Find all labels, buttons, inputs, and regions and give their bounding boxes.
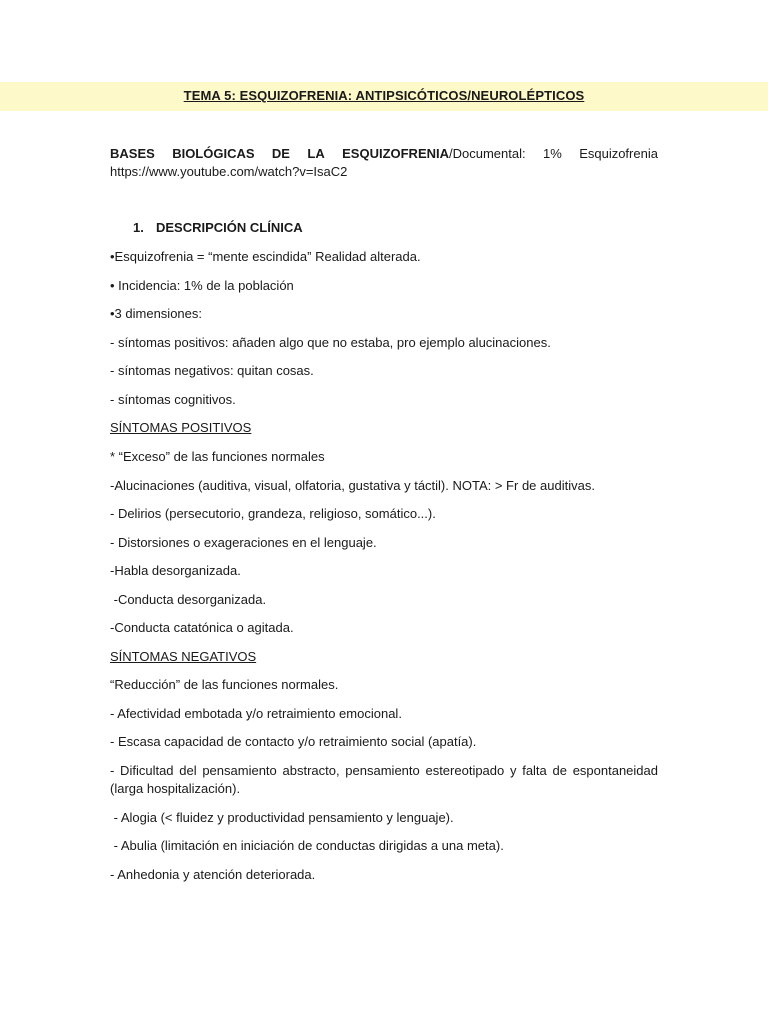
dimension-item: - síntomas negativos: quitan cosas. <box>110 363 314 378</box>
intro-paragraph <box>110 145 658 181</box>
list-item: - Abulia (limitación en iniciación de conductas dirigidas a una meta). <box>110 838 504 853</box>
intro-word: DE <box>271 146 290 161</box>
list-item: -Alucinaciones (auditiva, visual, olfatoria, gustativa y táctil). NOTA: > Fr de auditivas. <box>110 478 595 493</box>
intro-word: Esquizofrenia <box>579 146 658 161</box>
list-item: - Escasa capacidad de contacto y/o retraimiento social (apatía). <box>110 734 477 749</box>
intro-word: LA <box>307 146 325 161</box>
dimension-item: - síntomas positivos: añaden algo que no estaba, pro ejemplo alucinaciones. <box>110 335 551 350</box>
intro-word: /Documental: <box>449 146 526 161</box>
list-item: -Conducta desorganizada. <box>110 592 267 607</box>
list-item: - Distorsiones o exageraciones en el lenguaje. <box>110 535 377 550</box>
list-item: “Reducción” de las funciones normales. <box>110 677 339 692</box>
bullet-item: •3 dimensiones: <box>110 306 202 321</box>
subsection-heading-negative: SÍNTOMAS NEGATIVOS <box>110 649 257 664</box>
list-item-multiline: - Dificultad del pensamiento abstracto, pensamiento estereotipado y falta de espontaneidad (larga hospitalización). <box>110 763 658 796</box>
section-number: 1. <box>133 220 144 235</box>
list-item: -Habla desorganizada. <box>110 563 241 578</box>
list-item: - Afectividad embotada y/o retraimiento emocional. <box>110 706 402 721</box>
list-item: * “Exceso” de las funciones normales <box>110 449 325 464</box>
intro-word: ESQUIZOFRENIA <box>342 146 450 161</box>
intro-word-group <box>342 145 526 163</box>
list-item: - Alogia (< fluidez y productividad pensamiento y lenguaje). <box>110 810 454 825</box>
subsection-heading-positive: SÍNTOMAS POSITIVOS <box>110 420 252 435</box>
intro-word: BIOLÓGICAS <box>172 146 255 161</box>
intro-word: BASES <box>110 146 155 161</box>
list-item: - Anhedonia y atención deteriorada. <box>110 867 316 882</box>
page-title: TEMA 5: ESQUIZOFRENIA: ANTIPSICÓTICOS/NEUROLÉPTICOS <box>183 88 585 103</box>
section-heading-text: DESCRIPCIÓN CLÍNICA <box>156 220 303 235</box>
intro-word: 1% <box>543 146 562 161</box>
list-item: -Conducta catatónica o agitada. <box>110 620 294 635</box>
documentary-link[interactable]: https://www.youtube.com/watch?v=IsaC2 <box>110 164 348 179</box>
section-heading <box>133 220 303 235</box>
dimension-item: - síntomas cognitivos. <box>110 392 236 407</box>
list-item: - Delirios (persecutorio, grandeza, religioso, somático...). <box>110 506 436 521</box>
bullet-item: • Incidencia: 1% de la población <box>110 278 294 293</box>
intro-first-line <box>110 145 658 163</box>
bullet-item: •Esquizofrenia = “mente escindida” Realidad alterada. <box>110 249 421 264</box>
